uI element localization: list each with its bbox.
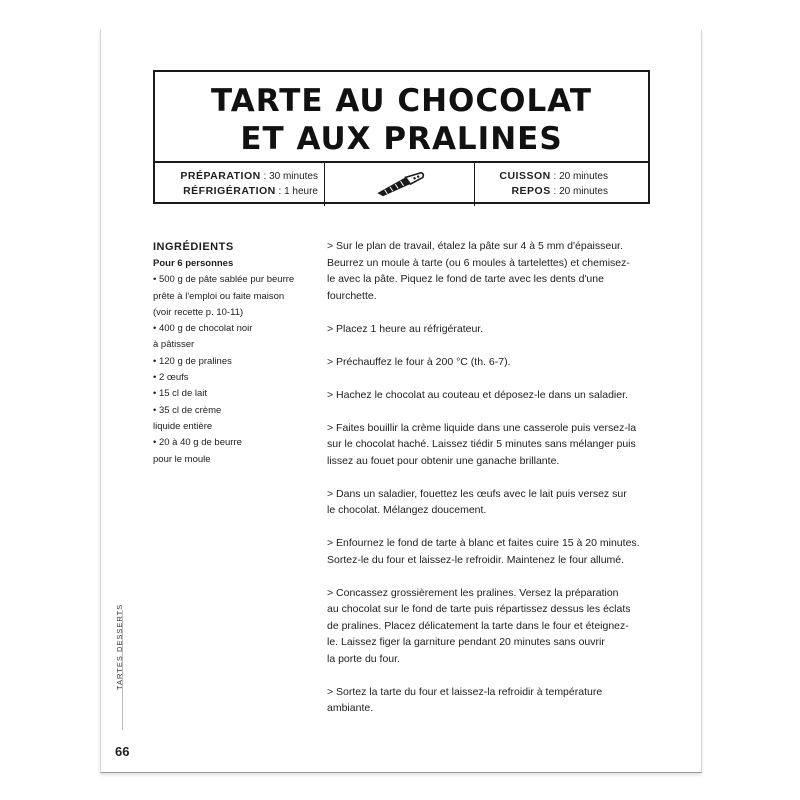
book-page bbox=[100, 30, 702, 773]
ingredients-section bbox=[153, 238, 313, 468]
knife-icon-cell bbox=[325, 163, 475, 206]
step-line: Beurrez un moule à tarte (ou 6 moules à tartelettes) et chemisez- bbox=[327, 256, 630, 269]
recipe-title-line-1: TARTE AU CHOCOLAT bbox=[211, 83, 592, 119]
step-line: > Placez 1 heure au réfrigérateur. bbox=[327, 322, 484, 335]
ingredient-line: • 15 cl de lait bbox=[153, 388, 208, 400]
step-line: > Sur le plan de travail, étalez la pâte sur 4 à 5 mm d'épaisseur. bbox=[327, 240, 623, 252]
knife-icon bbox=[370, 170, 430, 200]
step-line: Sortez-le du four et laissez-le refroidir. Maintenez le four allumé. bbox=[327, 553, 625, 566]
step-line: ambiante. bbox=[327, 702, 374, 714]
ingredient-line: à pâtisser bbox=[153, 339, 195, 351]
preparation-label: PRÉPARATION bbox=[180, 170, 261, 182]
step-2 bbox=[327, 321, 657, 338]
section-label: TARTES DESSERTS bbox=[115, 603, 124, 690]
cook-times bbox=[475, 163, 648, 206]
step-line: de pralines. Placez délicatement la tarte dans le four et éteignez- bbox=[327, 619, 629, 632]
step-line: > Concassez grossièrement les pralines. Versez la préparation bbox=[327, 586, 619, 599]
ingredient-line: • 20 à 40 g de beurre bbox=[153, 437, 242, 449]
step-line: la porte du four. bbox=[327, 652, 400, 665]
preparation-value: : 30 minutes bbox=[260, 171, 318, 182]
step-line: fourchette. bbox=[327, 289, 377, 302]
step-1 bbox=[327, 238, 657, 304]
recipe-title bbox=[155, 82, 648, 158]
ingredient-line: prête à l'emploi ou faite maison bbox=[153, 290, 285, 302]
step-line: sur le chocolat haché. Laissez tiédir 5 minutes sans mélanger puis bbox=[327, 438, 636, 450]
step-line: au chocolat sur le fond de tarte puis répartissez dessus les éclats bbox=[327, 603, 631, 615]
step-7 bbox=[327, 535, 657, 568]
servings: Pour 6 personnes bbox=[153, 258, 234, 269]
ingredient-line: • 35 cl de crème bbox=[153, 404, 222, 416]
step-3 bbox=[327, 354, 657, 371]
repos-label: REPOS bbox=[511, 185, 551, 197]
step-line: > Préchauffez le four à 200 °C (th. 6-7). bbox=[327, 355, 511, 368]
recipe-title-line-2: ET AUX PRALINES bbox=[240, 121, 563, 157]
recipe-header-box bbox=[153, 70, 650, 204]
ingredient-line: (voir recette p. 10-11) bbox=[153, 306, 244, 318]
step-line: lissez au fouet pour obtenir une ganache brillante. bbox=[327, 454, 560, 467]
ingredients-title: INGRÉDIENTS bbox=[153, 241, 234, 253]
recipe-info-row bbox=[155, 161, 648, 206]
step-line: > Sortez la tarte du four et laissez-la refroidir à température bbox=[327, 685, 603, 698]
cuisson-label: CUISSON bbox=[499, 170, 551, 182]
step-line: > Dans un saladier, fouettez les œufs avec le lait puis versez sur bbox=[327, 487, 627, 500]
ingredient-line: pour le moule bbox=[153, 453, 211, 465]
prep-times bbox=[155, 163, 325, 206]
step-line: le. Laissez figer la garniture pendant 20 minutes sans ouvrir bbox=[327, 636, 605, 648]
step-line: le chocolat. Mélangez doucement. bbox=[327, 504, 487, 516]
refrigeration-value: : 1 heure bbox=[275, 186, 318, 197]
ingredient-line: • 500 g de pâte sablée pur beurre bbox=[153, 274, 295, 286]
refrigeration-label: RÉFRIGÉRATION bbox=[183, 185, 276, 197]
step-6 bbox=[327, 486, 657, 519]
step-line: > Faites bouillir la crème liquide dans une casserole puis versez-la bbox=[327, 421, 637, 434]
steps-section bbox=[327, 238, 657, 733]
step-4 bbox=[327, 387, 657, 404]
ingredient-line: • 400 g de chocolat noir bbox=[153, 323, 253, 335]
ingredient-line: • 2 œufs bbox=[153, 372, 189, 384]
repos-value: : 20 minutes bbox=[550, 186, 608, 197]
step-line: le avec la pâte. Piquez le fond de tarte avec les dents d'une bbox=[327, 273, 604, 285]
cuisson-value: : 20 minutes bbox=[550, 171, 608, 182]
step-line: > Hachez le chocolat au couteau et déposez-le dans un saladier. bbox=[327, 388, 628, 401]
step-5 bbox=[327, 420, 657, 470]
step-9 bbox=[327, 684, 657, 717]
ingredient-line: • 120 g de pralines bbox=[153, 355, 232, 367]
step-line: > Enfournez le fond de tarte à blanc et faites cuire 15 à 20 minutes. bbox=[327, 537, 640, 549]
page-number: 66 bbox=[115, 744, 130, 759]
step-8 bbox=[327, 585, 657, 668]
ingredient-line: liquide entière bbox=[153, 420, 213, 432]
